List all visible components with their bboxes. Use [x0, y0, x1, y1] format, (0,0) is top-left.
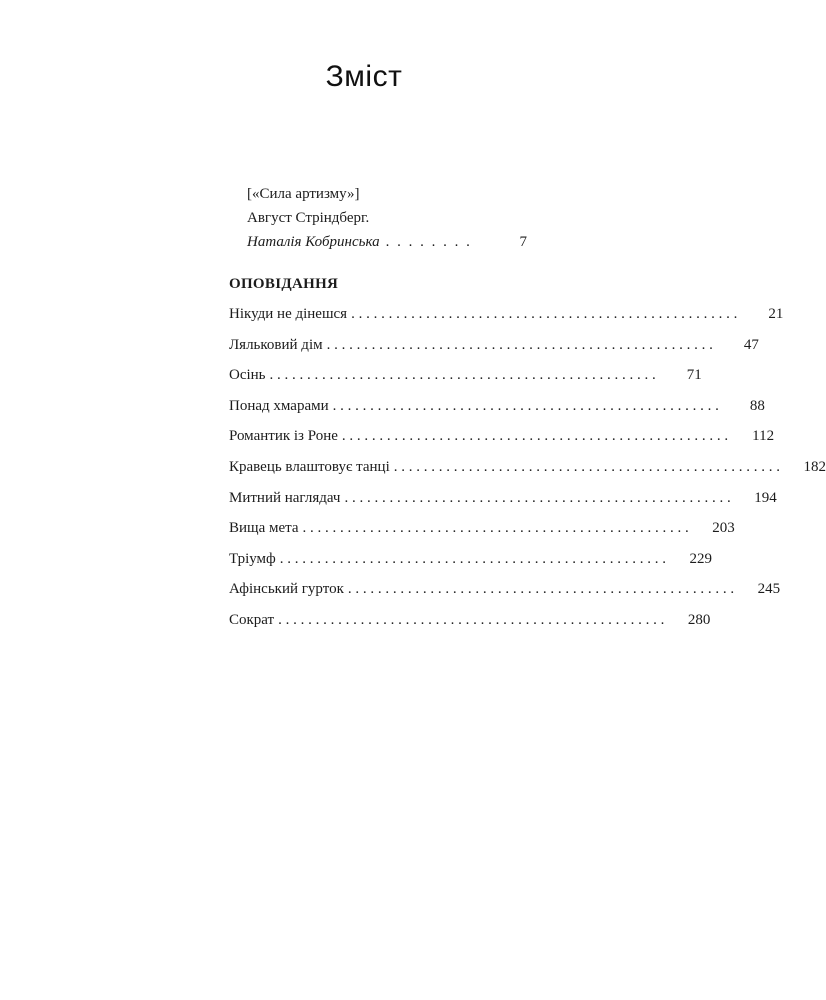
intro-subject: Август Стріндберг.: [247, 210, 370, 226]
intro-author-row: [247, 230, 527, 254]
toc-entry-title: Осінь: [229, 367, 266, 384]
toc-entry: [229, 489, 777, 521]
toc-entry-title: Сократ: [229, 611, 275, 628]
toc-entry-page: 194: [754, 489, 777, 506]
toc-leader-dots: [344, 490, 730, 507]
toc-entry: [229, 520, 735, 551]
intro-entry: [247, 182, 527, 254]
toc-leader-dots: [394, 459, 780, 476]
toc-entry-page: 47: [743, 336, 759, 353]
toc-entry: [229, 397, 765, 429]
toc-entry: [229, 550, 713, 582]
intro-leader-dots: . . . . . . . .: [385, 234, 472, 250]
toc-entry: [229, 611, 711, 643]
toc-entry: [229, 367, 702, 398]
toc-entry-page: 88: [749, 397, 765, 414]
toc-leader-dots: [280, 551, 666, 568]
toc-entry: [229, 458, 826, 490]
toc-entry-title: Нікуди не дінешся: [229, 306, 348, 322]
toc-entry-title: Романтик із Роне: [229, 428, 338, 445]
toc-leader-dots: [351, 306, 737, 323]
toc-leader-dots: [333, 398, 719, 415]
toc-entry-title: Митний наглядач: [229, 489, 341, 506]
toc-leader-dots: [303, 520, 689, 537]
toc-entry-page: 280: [687, 611, 711, 628]
toc-entry: [229, 581, 781, 612]
toc-entry-title: Ляльковий дім: [229, 336, 323, 353]
toc-entry: [229, 306, 784, 337]
toc-entry: [229, 428, 775, 459]
toc-entry-title: Кравець влаштовує танці: [229, 458, 390, 475]
toc-leader-dots: [342, 428, 728, 445]
toc-entry-page: 182: [803, 458, 826, 475]
toc-entry-title: Афінський гурток: [229, 581, 344, 598]
toc-leader-dots: [278, 612, 664, 629]
toc-leader-dots: [327, 337, 713, 354]
toc-leader-dots: [270, 367, 656, 384]
toc-entry: [229, 336, 759, 368]
toc-entry-page: 245: [757, 581, 781, 598]
toc-entry-page: 229: [689, 550, 713, 567]
toc-entry-page: 21: [768, 306, 784, 322]
intro-author: Наталія Кобринська: [247, 234, 380, 250]
section-heading: ОПОВІДАННЯ: [229, 276, 339, 292]
toc-entry-title: Понад хмарами: [229, 397, 329, 414]
toc-leader-dots: [348, 581, 734, 598]
toc-entry-title: Тріумф: [229, 550, 276, 567]
toc-entry-page: 112: [752, 428, 775, 445]
intro-page-number: 7: [519, 234, 527, 250]
toc-list: [229, 306, 826, 643]
intro-title: [«Сила артизму»]: [247, 186, 360, 202]
toc-entry-title: Вища мета: [229, 520, 299, 537]
toc-entry-page: 203: [712, 520, 735, 537]
toc-entry-page: 71: [686, 367, 702, 384]
page-title: Зміст: [325, 60, 403, 93]
